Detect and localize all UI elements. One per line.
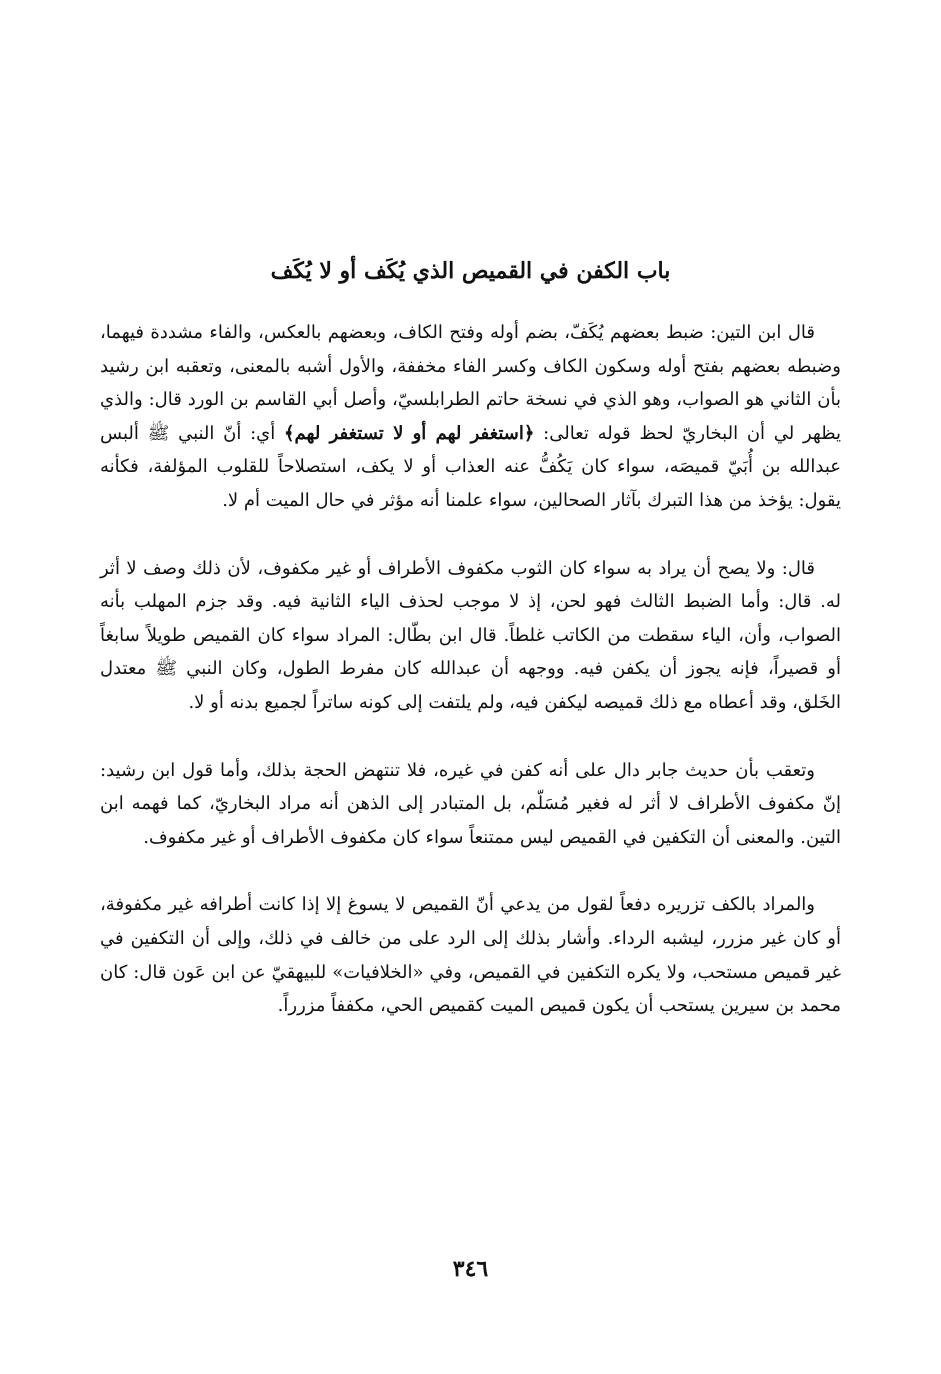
page-number: ٣٤٦: [452, 1256, 489, 1282]
paragraph-4: والمراد بالكف تزريره دفعاً لقول من يدعي أنّ القميص لا يسوغ إلا إذا كانت أطرافه غير مكفوفة، أو كان غير مزرر، ليشبه الرداء. وأشار بذلك إلى الرد على من خالف في ذلك، وإلى أن التكفين في غير قميص مستحب، ولا يكره التكفين في القميص، وفي «الخلافيات» للبيهقيّ عن ابن عَون قال: كان محمد بن سيرين يستحب أن يكون قميص الميت كقميص الحي، مكففاً مزرراً.: [100, 894, 841, 1017]
paragraph-2: قال: ولا يصح أن يراد به سواء كان الثوب مكفوف الأطراف أو غير مكفوف، لأن ذلك وصف لا أثر له. قال: وأما الضبط الثالث فهو لحن، إذ لا موجب لحذف الياء الثانية فيه. وقد جزم المهلب بأنه الصواب، وأن، الياء سقطت من الكاتب غلطاً. قال ابن بطّال: المراد سواء كان القميص طويلاً سابغاً أو قصيراً، فإنه يجوز أن يكفن فيه. ووجهه أن عبدالله كان مفرط الطول، وكان النبي ﷺ معتدل الخَلق، وقد أعطاه مع ذلك قميصه ليكفن فيه، ولم يلتفت إلى كونه ساتراً لجميع بدنه أو لا.: [100, 557, 841, 713]
paragraph-1: [100, 316, 841, 518]
body-text: [100, 316, 841, 1057]
chapter-title: باب الكفن في القميص الذي يُكَف أو لا يُكَف: [270, 258, 671, 284]
quran-quote: ﴿استغفر لهم أو لا تستغفر لهم﴾: [284, 422, 535, 444]
paragraph-3: وتعقب بأن حديث جابر دال على أنه كفن في غيره، فلا تنتهض الحجة بذلك، وأما قول ابن رشيد: إنّ مكفوف الأطراف لا أثر له فغير مُسَلّم، بل المتبادر إلى الذهن أنه مراد البخاريّ، كما فهمه ابن التين. والمعنى أن التكفين في القميص ليس ممتنعاً سواء كان مكفوف الأطراف أو غير مكفوف.: [100, 759, 841, 848]
paragraph-1-after: أي: أنّ النبي ﷺ ألبس عبدالله بن أُبَيّ قميصَه، سواء كان يَكُفُّ عنه العذاب أو لا يكف، استصلاحاً للقلوب المؤلفة، فكأنه يقول: يؤخذ من هذا التبرك بآثار الصحالين، سواء علمنا أنه مؤثر في حال الميت أم لا.: [100, 422, 841, 511]
paragraph-1-before: قال ابن التين: ضبط بعضهم يُكَفّ، بضم أوله وفتح الكاف، وبعضهم بالعكس، والفاء مشددة فيهما، وضبطه بعضهم بفتح أوله وسكون الكاف وكسر الفاء مخففة، والأول أشبه بالمعنى، وتعقبه ابن رشيد بأن الثاني هو الصواب، وهو الذي في نسخة حاتم الطرابلسيّ، وأصل أبي القاسم بن الورد قال: والذي يظهر لي أن البخاريّ لحظ قوله تعالى:: [100, 322, 842, 444]
